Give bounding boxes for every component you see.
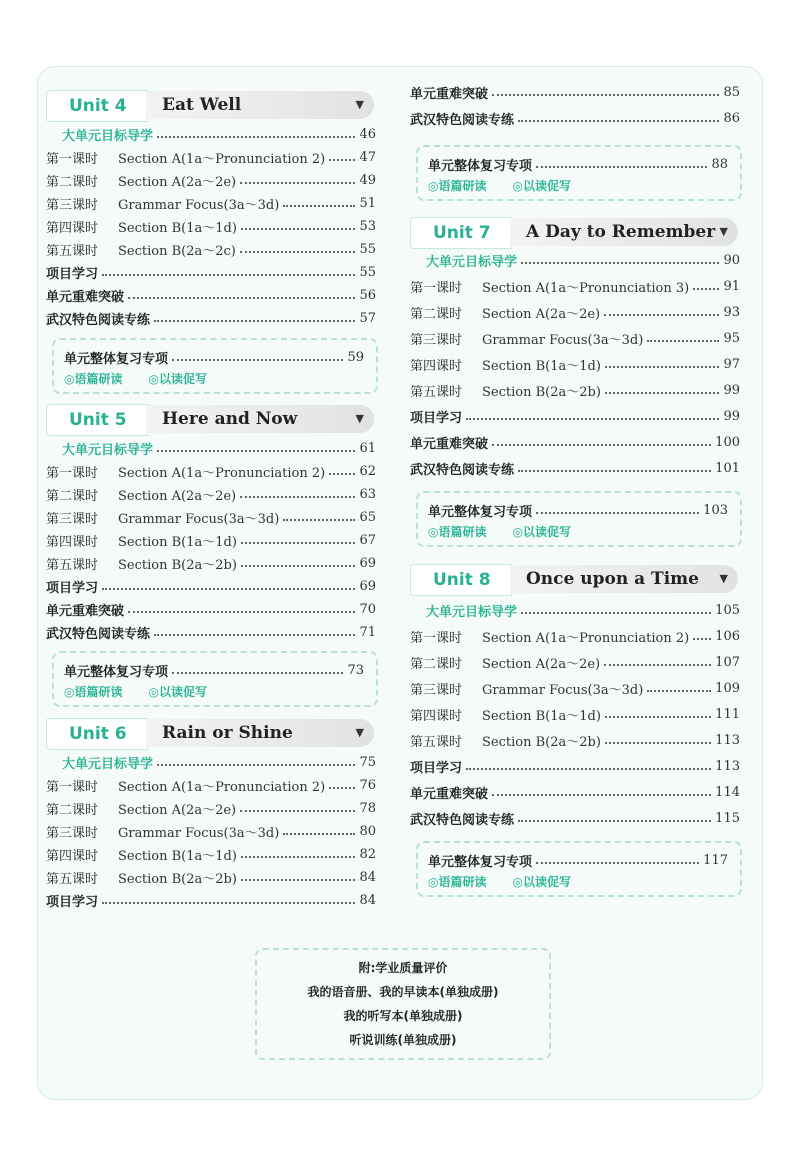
chevron-down-icon: ▼ (355, 726, 364, 739)
lesson-number: 第四课时 (410, 358, 463, 374)
toc-entry-project[interactable] (410, 405, 740, 427)
page-number: 49 (359, 172, 376, 188)
dot-leader (102, 902, 355, 904)
toc-entry-project[interactable] (46, 261, 376, 283)
lesson-number: 第一课时 (410, 630, 463, 646)
toc-entry-lesson[interactable] (46, 506, 376, 528)
unit-review-box[interactable] (52, 338, 378, 394)
entry-title: Section A(2a～2e) (118, 174, 237, 190)
entry-title: Section B(2a～2c) (118, 243, 236, 259)
toc-entry-lesson[interactable] (410, 625, 740, 647)
entry-title: 单元整体复习专项 (64, 664, 169, 680)
page-number: 88 (711, 156, 728, 172)
page-number: 73 (347, 662, 364, 678)
toc-entry-project[interactable] (46, 575, 376, 597)
page-number: 84 (359, 892, 376, 908)
entry-title: Section B(2a～2b) (118, 871, 237, 887)
page-number: 57 (359, 310, 376, 326)
entry-title: 大单元目标导学 (62, 756, 154, 772)
review-tag: ◎语篇研读 (64, 372, 123, 386)
appendix-heading: 附:学业质量评价 (358, 961, 448, 975)
dot-leader (647, 340, 719, 342)
dot-leader (604, 664, 711, 666)
toc-entry-breakthrough[interactable] (46, 598, 376, 620)
toc-entry-lesson[interactable] (410, 677, 740, 699)
page-number: 63 (359, 486, 376, 502)
page-number: 67 (359, 532, 376, 548)
dot-leader (466, 768, 711, 770)
entry-title: 大单元目标导学 (426, 254, 518, 270)
toc-entry-lesson[interactable] (46, 192, 376, 214)
page-number: 93 (723, 304, 740, 320)
entry-title: 大单元目标导学 (62, 442, 154, 458)
appendix-item[interactable]: 我的语音册、我的早读本(单独成册) (307, 985, 499, 999)
page-number: 82 (359, 846, 376, 862)
toc-entry-lesson[interactable] (46, 843, 376, 865)
dot-leader (521, 612, 711, 614)
page-number: 100 (715, 434, 740, 450)
entry-title: 武汉特色阅读专练 (46, 626, 151, 642)
appendix-item[interactable]: 我的听写本(单独成册) (343, 1009, 463, 1023)
toc-entry-lesson[interactable] (410, 379, 740, 401)
review-tag: ◎以读促写 (148, 372, 207, 386)
dot-leader (240, 810, 355, 812)
page-number: 115 (715, 810, 740, 826)
page-number: 47 (359, 149, 376, 165)
lesson-number: 第二课时 (410, 656, 463, 672)
review-tags (428, 177, 571, 194)
entry-title: Section A(2a～2e) (118, 802, 237, 818)
dot-leader (693, 288, 719, 290)
toc-entry-lesson[interactable] (410, 651, 740, 673)
dot-leader (240, 251, 356, 253)
toc-entry-lesson[interactable] (46, 146, 376, 168)
unit-title: Once upon a Time (526, 569, 699, 589)
dot-leader (466, 418, 719, 420)
entry-title: 武汉特色阅读专练 (410, 462, 515, 478)
entry-title: 单元整体复习专项 (428, 158, 533, 174)
entry-title: 大单元目标导学 (62, 128, 154, 144)
toc-entry-goal[interactable] (46, 123, 376, 145)
unit-tag: Unit 8 (410, 564, 512, 596)
page-number: 70 (359, 601, 376, 617)
entry-title: 项目学习 (410, 410, 463, 426)
entry-title: 武汉特色阅读专练 (410, 112, 515, 128)
dot-leader (492, 94, 719, 96)
toc-entry-goal[interactable] (46, 437, 376, 459)
dot-leader (536, 862, 699, 864)
dot-leader (172, 359, 343, 361)
dot-leader (283, 833, 355, 835)
dot-leader (518, 820, 711, 822)
unit-6-header[interactable] (46, 718, 376, 748)
entry-title: 大单元目标导学 (426, 604, 518, 620)
unit-review-box[interactable] (52, 651, 378, 707)
dot-leader (518, 120, 719, 122)
lesson-number: 第四课时 (410, 708, 463, 724)
page-number: 117 (703, 852, 728, 868)
page-number: 97 (723, 356, 740, 372)
lesson-number: 第五课时 (46, 871, 99, 887)
toc-entry-lesson[interactable] (46, 215, 376, 237)
unit-title-bar (510, 218, 738, 246)
entry-title: Grammar Focus(3a～3d) (482, 682, 644, 698)
page-number: 80 (359, 823, 376, 839)
lesson-number: 第一课时 (46, 465, 99, 481)
toc-entry-review[interactable] (428, 153, 728, 175)
toc-entry-goal[interactable] (410, 249, 740, 271)
toc-entry-lesson[interactable] (46, 460, 376, 482)
review-tag: ◎语篇研读 (64, 685, 123, 699)
dot-leader (157, 136, 355, 138)
page-number: 53 (359, 218, 376, 234)
dot-leader (604, 314, 719, 316)
dot-leader (102, 274, 355, 276)
page-number: 109 (715, 680, 740, 696)
chevron-down-icon: ▼ (719, 225, 728, 238)
unit-title-bar (146, 91, 374, 119)
review-tag: ◎以读促写 (512, 525, 571, 539)
page-number: 51 (359, 195, 376, 211)
dot-leader (492, 444, 711, 446)
entry-title: Grammar Focus(3a～3d) (118, 825, 280, 841)
entry-title: Grammar Focus(3a～3d) (118, 511, 280, 527)
toc-entry-lesson[interactable] (46, 774, 376, 796)
lesson-number: 第一课时 (410, 280, 463, 296)
chevron-down-icon: ▼ (719, 572, 728, 585)
lesson-number: 第二课时 (46, 802, 99, 818)
dot-leader (536, 166, 707, 168)
review-tags (64, 370, 207, 387)
page-number: 56 (359, 287, 376, 303)
page-number: 91 (723, 278, 740, 294)
dot-leader (154, 320, 355, 322)
dot-leader (128, 611, 355, 613)
toc-entry-review[interactable] (428, 849, 728, 871)
appendix-box (255, 948, 551, 1060)
dot-leader (154, 634, 355, 636)
entry-title: 单元整体复习专项 (428, 854, 533, 870)
review-tag: ◎以读促写 (148, 685, 207, 699)
entry-title: 武汉特色阅读专练 (410, 812, 515, 828)
toc-entry-goal[interactable] (410, 599, 740, 621)
review-tag: ◎以读促写 (512, 875, 571, 889)
unit-title-bar (510, 565, 738, 593)
dot-leader (329, 787, 355, 789)
page-number: 86 (723, 110, 740, 126)
entry-title: Section A(1a～Pronunciation 2) (118, 779, 326, 795)
unit-title-bar (146, 719, 374, 747)
toc-entry-lesson[interactable] (46, 238, 376, 260)
unit-review-box[interactable] (416, 145, 742, 201)
page-number: 65 (359, 509, 376, 525)
entry-title: 单元整体复习专项 (428, 504, 533, 520)
toc-entry-review[interactable] (64, 659, 364, 681)
dot-leader (241, 565, 356, 567)
dot-leader (172, 672, 343, 674)
toc-entry-lesson[interactable] (410, 703, 740, 725)
entry-title: 项目学习 (46, 580, 99, 596)
toc-entry-lesson[interactable] (410, 301, 740, 323)
toc-entry-reading[interactable] (410, 457, 740, 479)
lesson-number: 第四课时 (46, 220, 99, 236)
review-tag: ◎语篇研读 (428, 525, 487, 539)
review-tags (428, 523, 571, 540)
page-number: 71 (359, 624, 376, 640)
dot-leader (518, 470, 711, 472)
entry-title: 单元整体复习专项 (64, 351, 169, 367)
page-number: 69 (359, 578, 376, 594)
toc-entry-lesson[interactable] (46, 552, 376, 574)
review-tag: ◎以读促写 (512, 179, 571, 193)
toc-entry-project[interactable] (410, 755, 740, 777)
unit-tag: Unit 7 (410, 217, 512, 249)
page-number: 75 (359, 754, 376, 770)
toc-entry-breakthrough[interactable] (410, 781, 740, 803)
unit-review-box[interactable] (416, 841, 742, 897)
lesson-number: 第三课时 (46, 197, 99, 213)
toc-entry-lesson[interactable] (410, 353, 740, 375)
unit-title-bar (146, 405, 374, 433)
toc-entry-breakthrough[interactable] (46, 284, 376, 306)
lesson-number: 第三课时 (46, 825, 99, 841)
lesson-number: 第一课时 (46, 779, 99, 795)
toc-entry-lesson[interactable] (410, 327, 740, 349)
entry-title: Section A(1a～Pronunciation 2) (118, 465, 326, 481)
toc-entry-reading[interactable] (410, 807, 740, 829)
page-number: 103 (703, 502, 728, 518)
page-number: 99 (723, 382, 740, 398)
lesson-number: 第三课时 (410, 332, 463, 348)
chevron-down-icon: ▼ (355, 412, 364, 425)
dot-leader (521, 262, 719, 264)
chevron-down-icon: ▼ (355, 98, 364, 111)
toc-entry-lesson[interactable] (46, 797, 376, 819)
page-number: 106 (715, 628, 740, 644)
dot-leader (240, 496, 355, 498)
dot-leader (693, 638, 711, 640)
page-number: 61 (359, 440, 376, 456)
page-number: 114 (715, 784, 740, 800)
page-number: 90 (723, 252, 740, 268)
toc-entry-lesson[interactable] (46, 169, 376, 191)
unit-title: Here and Now (162, 409, 298, 429)
lesson-number: 第三课时 (46, 511, 99, 527)
entry-title: 单元重难突破 (410, 786, 489, 802)
lesson-number: 第五课时 (46, 557, 99, 573)
dot-leader (329, 159, 355, 161)
toc-entry-review[interactable] (64, 346, 364, 368)
unit-title: Rain or Shine (162, 723, 293, 743)
entry-title: Section B(2a～2b) (482, 384, 601, 400)
page-number: 62 (359, 463, 376, 479)
review-tag: ◎语篇研读 (428, 875, 487, 889)
page-number: 59 (347, 349, 364, 365)
entry-title: 武汉特色阅读专练 (46, 312, 151, 328)
page-number: 78 (359, 800, 376, 816)
page-number: 84 (359, 869, 376, 885)
entry-title: Section A(1a～Pronunciation 2) (118, 151, 326, 167)
entry-title: Section B(1a～1d) (118, 534, 237, 550)
dot-leader (241, 856, 356, 858)
lesson-number: 第五课时 (410, 734, 463, 750)
unit-8-header[interactable] (410, 564, 740, 594)
unit-tag: Unit 6 (46, 718, 148, 750)
unit-title: A Day to Remember (526, 222, 716, 242)
toc-entry-review[interactable] (428, 499, 728, 521)
lesson-number: 第五课时 (46, 243, 99, 259)
lesson-number: 第二课时 (46, 174, 99, 190)
page-number: 113 (715, 758, 740, 774)
dot-leader (157, 764, 355, 766)
entry-title: 项目学习 (410, 760, 463, 776)
entry-title: 单元重难突破 (410, 436, 489, 452)
entry-title: Section B(1a～1d) (482, 358, 601, 374)
entry-title: 单元重难突破 (46, 603, 125, 619)
dot-leader (128, 297, 355, 299)
toc-entry-lesson[interactable] (410, 729, 740, 751)
unit-tag: Unit 4 (46, 90, 148, 122)
page-number: 46 (359, 126, 376, 142)
dot-leader (283, 205, 355, 207)
entry-title: Section A(1a～Pronunciation 2) (482, 630, 690, 646)
entry-title: Section A(2a～2e) (482, 656, 601, 672)
toc-entry-lesson[interactable] (46, 529, 376, 551)
dot-leader (241, 228, 356, 230)
appendix-item[interactable]: 听说训练(单独成册) (349, 1033, 457, 1047)
dot-leader (102, 588, 355, 590)
entry-title: Section B(1a～1d) (118, 220, 237, 236)
entry-title: Grammar Focus(3a～3d) (482, 332, 644, 348)
entry-title: Section A(2a～2e) (118, 488, 237, 504)
dot-leader (647, 690, 711, 692)
toc-entry-breakthrough[interactable] (410, 81, 740, 103)
lesson-number: 第一课时 (46, 151, 99, 167)
entry-title: Grammar Focus(3a～3d) (118, 197, 280, 213)
toc-entry-lesson[interactable] (46, 820, 376, 842)
toc-entry-project[interactable] (46, 889, 376, 911)
unit-review-box[interactable] (416, 491, 742, 547)
page-number: 76 (359, 777, 376, 793)
page-number: 55 (359, 264, 376, 280)
lesson-number: 第二课时 (46, 488, 99, 504)
lesson-number: 第三课时 (410, 682, 463, 698)
lesson-number: 第二课时 (410, 306, 463, 322)
toc-entry-reading[interactable] (46, 621, 376, 643)
entry-title: 项目学习 (46, 894, 99, 910)
toc-entry-lesson[interactable] (410, 275, 740, 297)
unit-7-header[interactable] (410, 217, 740, 247)
toc-entry-reading[interactable] (46, 307, 376, 329)
dot-leader (605, 366, 720, 368)
dot-leader (241, 542, 356, 544)
page-number: 85 (723, 84, 740, 100)
page-number: 95 (723, 330, 740, 346)
entry-title: 项目学习 (46, 266, 99, 282)
toc-entry-breakthrough[interactable] (410, 431, 740, 453)
dot-leader (241, 879, 356, 881)
page-number: 111 (715, 706, 740, 722)
page-number: 55 (359, 241, 376, 257)
unit-5-header[interactable] (46, 404, 376, 434)
dot-leader (329, 473, 355, 475)
entry-title: Section A(2a～2e) (482, 306, 601, 322)
dot-leader (536, 512, 699, 514)
review-tag: ◎语篇研读 (428, 179, 487, 193)
lesson-number: 第四课时 (46, 534, 99, 550)
page-number: 101 (715, 460, 740, 476)
lesson-number: 第五课时 (410, 384, 463, 400)
dot-leader (157, 450, 355, 452)
toc-entry-lesson[interactable] (46, 866, 376, 888)
page-number: 105 (715, 602, 740, 618)
unit-tag: Unit 5 (46, 404, 148, 436)
page-number: 107 (715, 654, 740, 670)
dot-leader (605, 716, 711, 718)
review-tags (428, 873, 571, 890)
page-number: 99 (723, 408, 740, 424)
lesson-number: 第四课时 (46, 848, 99, 864)
entry-title: Section A(1a～Pronunciation 3) (482, 280, 690, 296)
page-number: 69 (359, 555, 376, 571)
entry-title: Section B(2a～2b) (118, 557, 237, 573)
unit-title: Eat Well (162, 95, 242, 115)
review-tags (64, 683, 207, 700)
dot-leader (605, 742, 711, 744)
entry-title: 单元重难突破 (46, 289, 125, 305)
unit-4-header[interactable] (46, 90, 376, 120)
toc-entry-goal[interactable] (46, 751, 376, 773)
toc-entry-reading[interactable] (410, 107, 740, 129)
entry-title: Section B(1a～1d) (118, 848, 237, 864)
entry-title: Section B(2a～2b) (482, 734, 601, 750)
dot-leader (605, 392, 720, 394)
dot-leader (492, 794, 711, 796)
entry-title: Section B(1a～1d) (482, 708, 601, 724)
entry-title: 单元重难突破 (410, 86, 489, 102)
toc-entry-lesson[interactable] (46, 483, 376, 505)
dot-leader (283, 519, 355, 521)
dot-leader (240, 182, 355, 184)
page-number: 113 (715, 732, 740, 748)
